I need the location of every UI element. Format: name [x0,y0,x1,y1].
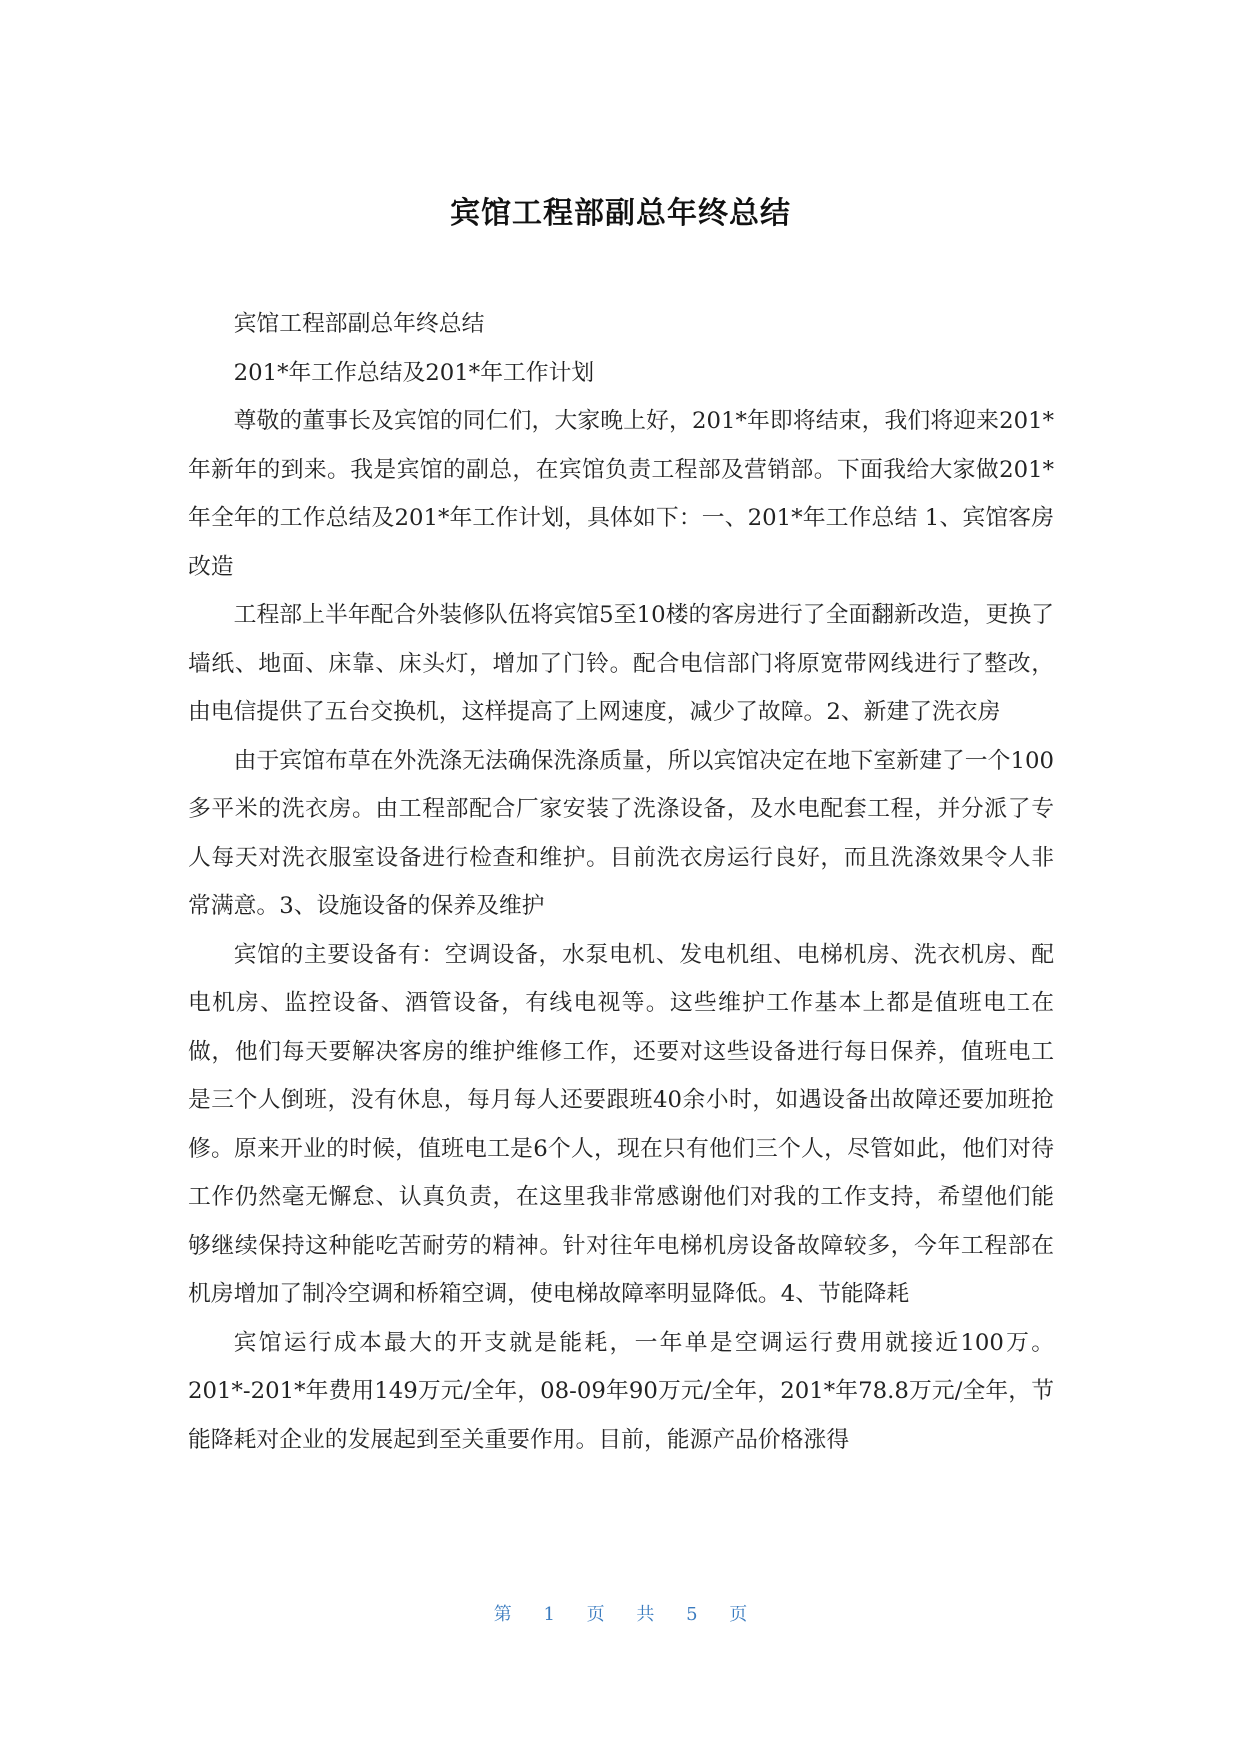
footer-current-page: 1 [543,1604,555,1625]
paragraph-energy-saving: 宾馆运行成本最大的开支就是能耗，一年单是空调运行费用就接近100万。201*-201*年费用149万元/全年，08-09年90万元/全年，201*年78.8万元/全年，节能降耗对企业的发展起到至关重要作用。目前，能源产品价格涨得 [188,1329,1054,1453]
footer-total-pages: 5 [686,1604,698,1625]
document-title: 宾馆工程部副总年终总结 [450,196,791,231]
paragraph-subtitle: 201*年工作总结及201*年工作计划 [233,359,595,386]
page-footer [0,1600,1241,1626]
footer-total-label: 共 [636,1604,655,1625]
footer-page-label: 第 [493,1604,512,1625]
paragraph-heading: 宾馆工程部副总年终总结 [233,311,485,337]
paragraph-room-renovation: 工程部上半年配合外装修队伍将宾馆5至10楼的客房进行了全面翻新改造，更换了墙纸、地面、床靠、床头灯，增加了门铃。配合电信部门将原宽带网线进行了整改，由电信提供了五台交换机，这样提高了上网速度，减少了故障。2、新建了洗衣房 [188,602,1054,725]
paragraph-laundry: 由于宾馆布草在外洗涤无法确保洗涤质量，所以宾馆决定在地下室新建了一个100多平米的洗衣房。由工程部配合厂家安装了洗涤设备，及水电配套工程，并分派了专人每天对洗衣服室设备进行检查和维护。目前洗衣房运行良好，而且洗涤效果令人非常满意。3、设施设备的保养及维护 [188,747,1054,919]
footer-total-suffix: 页 [729,1604,748,1625]
paragraph-maintenance: 宾馆的主要设备有：空调设备，水泵电机、发电机组、电梯机房、洗衣机房、配电机房、监控设备、酒管设备，有线电视等。这些维护工作基本上都是值班电工在做，他们每天要解决客房的维护维修工作，还要对这些设备进行每日保养，值班电工是三个人倒班，没有休息，每月每人还要跟班40余小时，如遇设备出故障还要加班抢修。原来开业的时候，值班电工是6个人，现在只有他们三个人，尽管如此，他们对待工作仍然毫无懈怠、认真负责，在这里我非常感谢他们对我的工作支持，希望他们能够继续保持这种能吃苦耐劳的精神。针对往年电梯机房设备故障较多，今年工程部在机房增加了制冷空调和桥箱空调，使电梯故障率明显降低。4、节能降耗 [188,941,1054,1307]
document-body [188,300,1054,1464]
paragraph-intro: 尊敬的董事长及宾馆的同仁们，大家晚上好，201*年即将结束，我们将迎来201*年新年的到来。我是宾馆的副总，在宾馆负责工程部及营销部。下面我给大家做201*年全年的工作总结及201*年工作计划，具体如下：一、201*年工作总结 1、宾馆客房改造 [188,408,1054,580]
footer-page-suffix: 页 [586,1604,605,1625]
